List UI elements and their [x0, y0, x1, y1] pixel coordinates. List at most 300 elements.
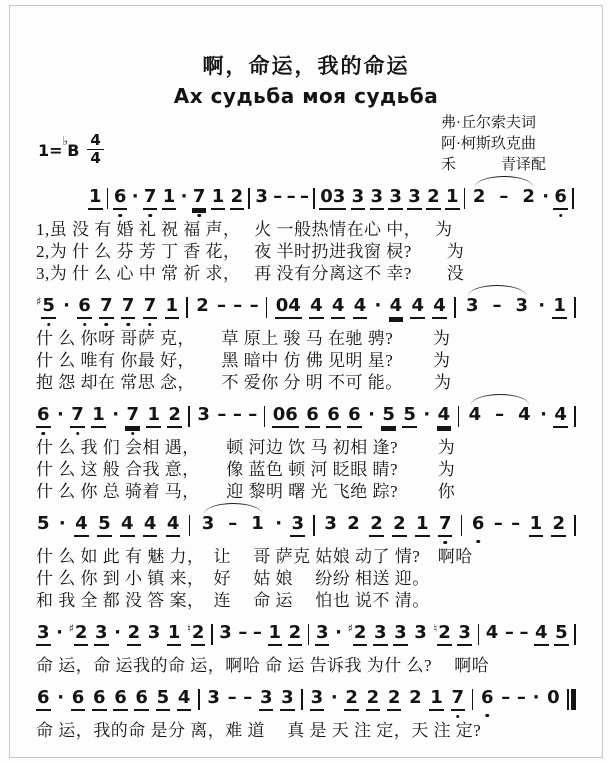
lyrics-line: 什 么 你 总 骑着 马， 迎 黎明 曙 光 飞绝 踪? 你 — [36, 482, 456, 501]
note-digit: 1 — [429, 687, 444, 711]
note-digit: 7 — [70, 404, 85, 428]
note — [451, 687, 466, 711]
note-digit: 4 — [143, 513, 158, 537]
duration-dash: – — [492, 295, 502, 316]
note-digit: 1 — [552, 295, 567, 319]
rhythm-dot: · — [56, 404, 64, 425]
system-2 — [36, 295, 576, 394]
lyrics-line: 3,为 什 么 心 中 常 祈 求， 再 没有分离这不 幸? 没 — [36, 264, 465, 283]
note-digit: 3 — [207, 687, 220, 708]
note-digit: 1 — [88, 186, 103, 210]
slur-arc — [466, 404, 534, 425]
note — [551, 513, 566, 537]
barline — [574, 297, 576, 318]
note-digit: 4 — [74, 513, 89, 537]
key-label: 1=♭B — [38, 134, 80, 160]
note — [351, 186, 366, 210]
barline — [574, 624, 576, 645]
barline — [478, 624, 480, 645]
system-1 — [36, 186, 576, 285]
rhythm-dot: · — [114, 622, 121, 643]
note — [437, 404, 452, 428]
rhythm-dot: · — [368, 404, 375, 425]
note-digit: 0 — [547, 687, 560, 708]
barline — [198, 689, 200, 710]
note-digit: 6 — [71, 687, 86, 711]
duration-dash: – — [249, 295, 259, 316]
note — [143, 513, 158, 537]
note — [167, 622, 182, 646]
note — [36, 404, 51, 428]
notation-line — [36, 687, 576, 711]
note — [166, 513, 181, 537]
note — [468, 404, 483, 425]
duration-dash: – — [217, 295, 227, 316]
note — [326, 404, 341, 428]
note — [310, 687, 325, 711]
note — [91, 404, 106, 428]
note — [146, 404, 161, 428]
note — [407, 186, 422, 210]
note — [113, 687, 128, 711]
note-digit: 6 — [553, 186, 568, 210]
note-digit: 2 — [551, 513, 566, 537]
note-digit: 2 — [472, 186, 486, 207]
note — [36, 622, 51, 646]
note-digit: 6 — [92, 687, 107, 711]
note-digit: 3 — [36, 622, 51, 646]
barline — [313, 188, 315, 209]
note — [195, 295, 210, 316]
note — [553, 404, 568, 428]
note-digit: 1 — [162, 186, 177, 210]
note — [77, 295, 92, 319]
note — [218, 622, 233, 643]
notation-line — [36, 295, 576, 319]
note — [196, 404, 211, 425]
lyrics-line: 1,虽 没 有 婚 礼 祝 福 声， 火 一般热情在心 中， 为 — [36, 220, 453, 239]
duration-dash: – — [501, 687, 511, 708]
note-digit: 5 — [41, 295, 56, 319]
note — [125, 404, 140, 428]
note-digit: 2 — [409, 687, 422, 708]
duration-dash: – — [519, 622, 529, 643]
barline — [313, 515, 315, 536]
note — [36, 513, 51, 534]
note-digit: 06 — [272, 404, 299, 428]
note — [36, 295, 56, 319]
note-digit: 5 — [402, 404, 417, 428]
note — [259, 687, 274, 711]
barline — [188, 406, 190, 427]
note-digit: 1 — [167, 622, 182, 646]
barline — [454, 297, 456, 318]
note — [167, 404, 182, 428]
note-digit: 3 — [370, 186, 385, 210]
note — [415, 513, 430, 537]
note-digit: 7 — [143, 295, 158, 319]
note — [315, 622, 330, 646]
note-digit: 3 — [515, 295, 529, 316]
time-signature-numerator: 4 — [87, 133, 103, 150]
note — [268, 622, 283, 646]
lyrics-line: 命 运，命 运我的命 运，啊哈 命 运 告诉我 为什 么? 啊哈 — [36, 656, 490, 675]
sharp-icon: ♯ — [347, 622, 353, 635]
note-digit: 3 — [310, 687, 325, 711]
note-digit: 3 — [414, 622, 427, 643]
note — [206, 687, 221, 708]
lyrics-line: 抱 怨 却在 常思 念， 不 爱你 分 明 不可 能。 为 — [36, 373, 452, 392]
rhythm-dot: · — [131, 186, 139, 207]
system-3 — [36, 404, 576, 503]
note-digit: 2 — [387, 687, 402, 711]
barline — [301, 689, 303, 710]
barline — [461, 515, 463, 536]
barline — [211, 624, 213, 645]
note-digit: 5 — [381, 404, 396, 428]
duration-dash: – — [217, 404, 227, 425]
note-digit: 1 — [165, 295, 180, 319]
lyrics-line: 什 么 你 到 小 镇 来， 好 姑 娘 纷纷 相送 迎。 — [36, 569, 430, 588]
note-digit: 4 — [437, 404, 452, 428]
note-digit: 6 — [36, 404, 51, 428]
barline — [264, 406, 266, 427]
note-digit: 1 — [251, 513, 264, 534]
note — [192, 186, 207, 210]
note-digit: 2 — [191, 622, 206, 646]
slur-arc — [463, 295, 531, 316]
note — [305, 404, 320, 428]
notation-line — [88, 186, 574, 210]
note-digit: 1 — [146, 404, 161, 428]
rhythm-dot: · — [275, 513, 283, 534]
note-digit: 1 — [415, 513, 430, 537]
note — [250, 513, 265, 534]
note — [94, 622, 109, 646]
note — [546, 687, 561, 708]
note-digit: 2 — [74, 622, 89, 646]
duration-dash: – — [511, 513, 521, 534]
note — [143, 186, 158, 210]
note-digit: 2 — [196, 295, 209, 316]
lyrics-line: 2,为 什 么 芬 芳 丁 香 花， 夜 半时扔进我窗 棂? 为 — [36, 242, 465, 261]
note — [323, 513, 338, 534]
barline — [572, 188, 574, 209]
note — [438, 513, 453, 537]
note — [381, 404, 396, 428]
note-digit: 3 — [407, 186, 422, 210]
score-body — [36, 186, 576, 742]
rhythm-dot: · — [423, 404, 431, 425]
song-title-russian: Ах судьба моя судьба — [173, 84, 439, 108]
note — [347, 404, 362, 428]
note-digit: 3 — [324, 513, 337, 534]
time-signature-denominator: 4 — [90, 149, 101, 167]
note — [521, 186, 536, 207]
note — [480, 687, 495, 708]
note-digit: 03 — [319, 186, 346, 210]
note — [410, 295, 425, 319]
note-digit: 4 — [120, 513, 135, 537]
notation-line — [36, 404, 576, 428]
note — [344, 687, 359, 711]
note-digit: 6 — [481, 687, 494, 708]
slur-arc — [470, 186, 538, 207]
note-digit: 2 — [426, 186, 441, 210]
note — [113, 186, 128, 210]
note — [346, 513, 361, 534]
note-digit: 4 — [166, 513, 181, 537]
note — [121, 295, 136, 319]
duration-dash: – — [248, 404, 258, 425]
time-signature — [87, 133, 103, 166]
duration-dash: – — [227, 687, 237, 708]
note — [413, 622, 428, 643]
note-digit: 5 — [554, 622, 569, 646]
note-digit: 6 — [113, 687, 128, 711]
note — [165, 295, 180, 319]
rhythm-dot: · — [180, 186, 188, 207]
note-digit: 2 — [369, 513, 384, 537]
duration-dash: – — [516, 687, 526, 708]
note-digit: 2 — [522, 186, 535, 207]
note — [92, 687, 107, 711]
note — [388, 186, 403, 210]
note — [432, 295, 447, 319]
note — [429, 687, 444, 711]
note — [120, 513, 135, 537]
duration-dash: – — [243, 687, 253, 708]
notation-line — [36, 513, 576, 537]
natural-icon: ♮ — [433, 622, 438, 635]
note — [177, 687, 192, 711]
note-digit: 2 — [344, 687, 359, 711]
notation-line — [36, 622, 576, 646]
duration-dash: – — [228, 513, 238, 534]
note-digit: 3 — [255, 186, 268, 207]
note — [387, 687, 402, 711]
note — [529, 513, 544, 537]
note — [369, 513, 384, 537]
note — [97, 513, 112, 537]
note-digit: 3 — [147, 622, 161, 643]
song-title-chinese: 啊，命运，我的命运 — [202, 54, 410, 78]
note-digit: 2 — [366, 687, 381, 711]
barline — [248, 188, 250, 209]
note-digit: 3 — [393, 622, 408, 646]
note-digit: 3 — [465, 295, 479, 316]
rhythm-dot: · — [63, 295, 70, 316]
note-digit: 3 — [290, 513, 305, 537]
note-digit: 4 — [389, 295, 404, 319]
note-digit: 3 — [280, 687, 295, 711]
note-digit: 3 — [457, 622, 472, 646]
duration-dash: – — [286, 186, 296, 207]
note — [408, 687, 423, 708]
note-digit: 4 — [177, 687, 192, 711]
note-digit: 4 — [518, 404, 531, 425]
rhythm-dot: · — [532, 687, 540, 708]
lyrics-line: 命 运，我的命 是分 离，难 道 真 是 天 注 定，天 注 定? — [36, 721, 482, 740]
note-digit: 2 — [288, 622, 303, 646]
note — [187, 622, 205, 646]
note-digit: 3 — [315, 622, 330, 646]
barline — [574, 406, 576, 427]
note — [309, 295, 324, 319]
system-6 — [36, 687, 576, 742]
barline — [464, 188, 466, 209]
note — [254, 186, 269, 207]
duration-dash: – — [233, 295, 243, 316]
score-header — [0, 0, 612, 176]
note — [156, 687, 171, 711]
lyrics-line: 什 么 这 般 合我 意， 像 蓝色 顿 河 眨眼 睛? 为 — [36, 460, 456, 479]
note-digit: 2 — [167, 404, 182, 428]
note — [370, 186, 385, 210]
note-digit: 1 — [211, 186, 226, 210]
note — [348, 622, 368, 646]
note — [457, 622, 472, 646]
note-digit: 3 — [219, 622, 232, 643]
note — [393, 622, 408, 646]
note-digit: 4 — [534, 622, 549, 646]
system-4 — [36, 513, 576, 612]
note — [331, 295, 346, 319]
note-digit: 7 — [143, 186, 158, 210]
note — [69, 622, 89, 646]
duration-dash: – — [504, 622, 514, 643]
note-digit: 1 — [445, 186, 460, 210]
credits-block — [441, 113, 546, 176]
duration-dash: – — [232, 404, 242, 425]
rhythm-dot: · — [57, 687, 65, 708]
note-digit: 6 — [347, 404, 362, 428]
note — [485, 622, 500, 643]
key-signature — [38, 133, 104, 166]
duration-dash: – — [273, 186, 283, 207]
flat-icon: ♭ — [62, 134, 69, 148]
slur-arc — [199, 513, 267, 534]
note — [147, 622, 162, 643]
note-digit: 6 — [36, 687, 51, 711]
note — [211, 186, 226, 210]
note — [514, 295, 529, 316]
duration-dash: – — [493, 513, 503, 534]
note — [162, 186, 177, 210]
note — [127, 622, 142, 646]
note — [392, 513, 407, 537]
sharp-icon: ♯ — [36, 295, 42, 308]
barline — [472, 689, 474, 710]
note — [70, 404, 85, 428]
note-digit: 2 — [347, 513, 360, 534]
note-digit: 4 — [485, 622, 499, 643]
note — [534, 622, 549, 646]
note — [319, 186, 346, 210]
note — [471, 513, 486, 534]
rhythm-dot: · — [335, 622, 342, 643]
lyricist-credit: 弗·丘尔索夫词 — [440, 115, 536, 131]
duration-dash: – — [499, 186, 509, 207]
note-digit: 4 — [309, 295, 324, 319]
note — [143, 295, 158, 319]
note-digit: 3 — [351, 186, 366, 210]
barline — [189, 515, 191, 536]
barline — [574, 515, 576, 536]
rhythm-dot: · — [58, 513, 66, 534]
note-digit: 6 — [326, 404, 341, 428]
note-digit: 1 — [268, 622, 283, 646]
rhythm-dot: · — [540, 404, 547, 425]
note — [290, 513, 305, 537]
lyrics-line: 和 我 全 都 没 答 案， 连 命 运 怕也 说不 清。 — [36, 591, 430, 610]
final-barline-thick — [571, 689, 576, 710]
note-digit: 4 — [353, 295, 368, 319]
note-digit: 6 — [134, 687, 149, 711]
lyrics-line: 什 么 你呀 哥萨 克， 草 原上 骏 马 在驰 骋? 为 — [36, 329, 451, 348]
note-digit: 4 — [432, 295, 447, 319]
note-digit: 3 — [197, 404, 210, 425]
note — [272, 404, 299, 428]
note — [472, 186, 487, 207]
note — [288, 622, 303, 646]
note — [280, 687, 295, 711]
rhythm-dot: · — [538, 295, 546, 316]
translator-credit: 禾 青译配 — [440, 157, 546, 173]
barline — [266, 297, 268, 318]
note — [71, 687, 86, 711]
sharp-icon: ♯ — [68, 622, 74, 635]
note — [402, 404, 417, 428]
note — [433, 622, 451, 646]
note — [517, 404, 532, 425]
note-digit: 2 — [127, 622, 142, 646]
note-digit: 3 — [373, 622, 388, 646]
barline — [186, 297, 188, 318]
note-digit: 1 — [529, 513, 544, 537]
note-digit: 6 — [305, 404, 320, 428]
note-digit: 04 — [275, 295, 302, 319]
note-digit: 4 — [331, 295, 346, 319]
note-digit: 7 — [125, 404, 140, 428]
lyrics-line: 什 么 如 此 有 魅 力， 让 哥 萨克 姑娘 动了 情? 啊哈 — [36, 547, 473, 566]
note — [230, 186, 245, 210]
score-meta — [38, 110, 574, 176]
note-digit: 2 — [437, 622, 452, 646]
note-digit: 2 — [230, 186, 245, 210]
rhythm-dot: · — [330, 687, 338, 708]
rhythm-dot: · — [374, 295, 382, 316]
note-digit: 4 — [468, 404, 482, 425]
note-digit: 5 — [97, 513, 112, 537]
barline — [107, 188, 109, 209]
natural-icon: ♮ — [186, 622, 191, 635]
note-digit: 7 — [451, 687, 466, 711]
note-digit: 7 — [99, 295, 114, 319]
note-digit: 7 — [438, 513, 453, 537]
note-digit: 6 — [77, 295, 92, 319]
note — [201, 513, 216, 534]
note — [554, 622, 569, 646]
note — [36, 687, 51, 711]
duration-dash: – — [299, 186, 309, 207]
note-digit: 6 — [113, 186, 128, 210]
note — [353, 295, 368, 319]
note — [74, 513, 89, 537]
note — [88, 186, 103, 210]
note-digit: 3 — [388, 186, 403, 210]
note-digit: 2 — [353, 622, 368, 646]
